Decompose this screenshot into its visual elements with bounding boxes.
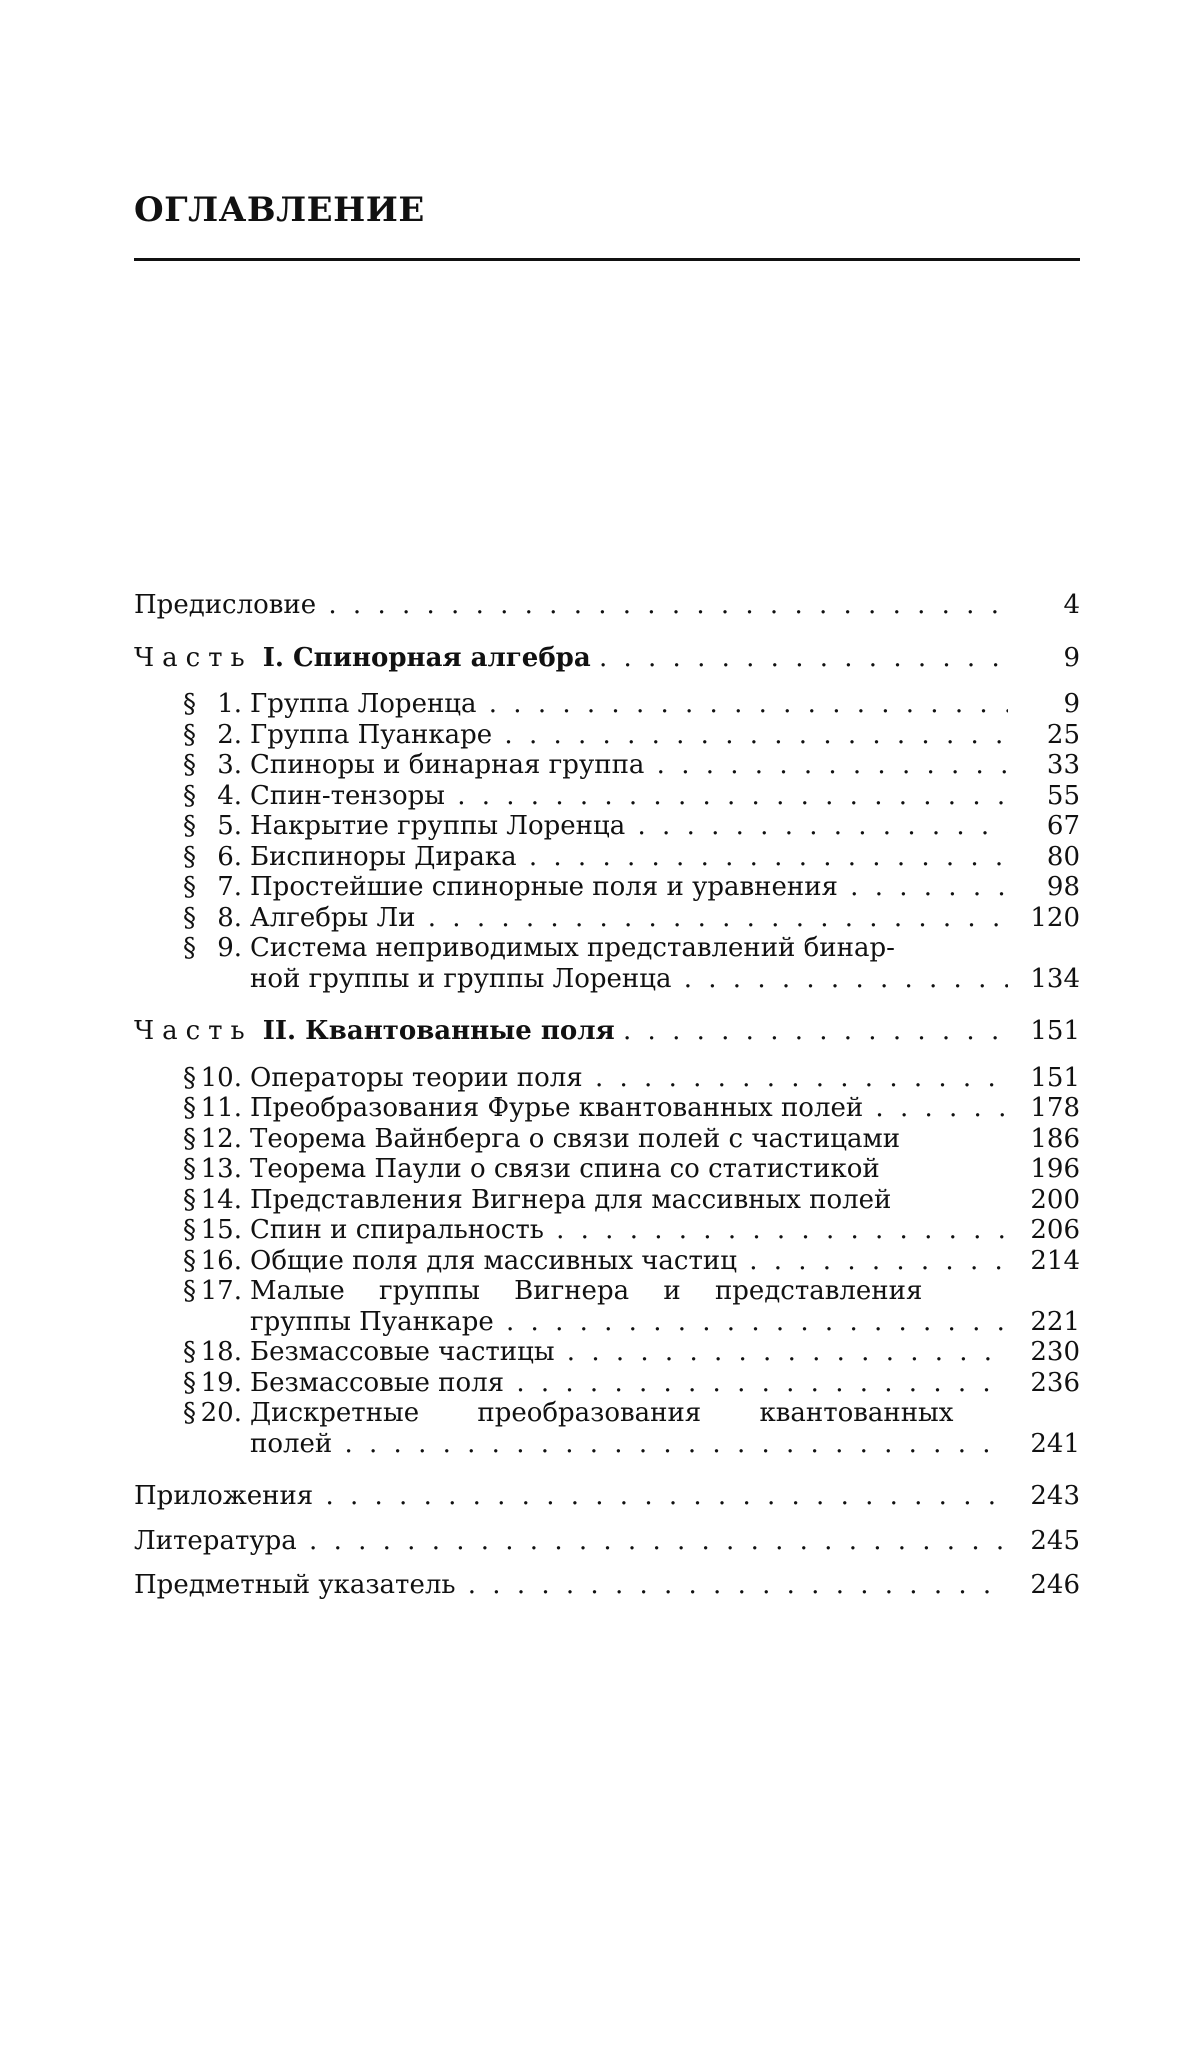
section-page: 206 <box>1030 1215 1080 1245</box>
toc-entry-literature[interactable] <box>134 1526 1080 1557</box>
part-1-title: Спинорная алгебра <box>292 642 591 673</box>
part-1-numeral: I. <box>262 642 284 673</box>
section-title: Теорема Паули о связи спина со статистикой <box>250 1154 880 1184</box>
section-sign: § <box>183 750 196 780</box>
section-title: Спиноры и бинарная группа <box>250 750 645 780</box>
index-title: Предметный указатель <box>134 1570 456 1600</box>
section-sign: § <box>183 719 196 750</box>
section-page: 186 <box>1030 1123 1080 1154</box>
section-sign: § <box>183 872 196 902</box>
section-sign: § <box>183 902 196 933</box>
section-title: Безмассовые поля <box>250 1367 505 1398</box>
section-sign: § <box>183 689 196 719</box>
section-title-line-1: Дискретные преобразования квантованных <box>250 1398 954 1428</box>
section-number: 7. <box>217 872 242 902</box>
section-number: 2. <box>217 719 242 750</box>
toc-section[interactable] <box>134 872 1080 903</box>
section-title: Биспиноры Дирака <box>250 841 517 872</box>
section-sign: § <box>183 1123 196 1154</box>
section-page: 196 <box>1030 1154 1080 1184</box>
toc-section[interactable] <box>134 811 1080 842</box>
section-title: Простейшие спинорные поля и уравнения <box>250 872 838 902</box>
title-rule <box>134 258 1080 261</box>
section-title-line-2: группы Пуанкаре <box>250 1306 494 1337</box>
section-number: 17. <box>200 1276 242 1306</box>
section-number: 13. <box>200 1154 242 1184</box>
toc-section[interactable] <box>134 1276 1080 1337</box>
part-2-page: 151 <box>1030 1016 1080 1046</box>
section-title: Общие поля для массивных частиц <box>250 1245 737 1276</box>
section-sign: § <box>183 1093 196 1123</box>
toc-section[interactable] <box>134 720 1080 751</box>
preface-title: Предисловие . . . <box>134 590 1008 621</box>
toc-entry-preface[interactable] <box>134 590 1080 621</box>
section-sign: § <box>183 841 196 872</box>
section-number: 9. <box>217 933 242 963</box>
toc-section[interactable] <box>134 1154 1080 1185</box>
page-title: ОГЛАВЛЕНИЕ <box>134 190 425 230</box>
toc-section[interactable] <box>134 1185 1080 1216</box>
section-sign: § <box>183 1215 196 1245</box>
appendices-title: Приложения <box>134 1481 314 1511</box>
section-page: 80 <box>1046 841 1080 872</box>
section-number: 10. <box>200 1062 242 1093</box>
section-page: 178 <box>1030 1093 1080 1123</box>
section-page: 33 <box>1046 750 1080 780</box>
toc-entry-appendices[interactable] <box>134 1481 1080 1512</box>
section-page: 25 <box>1046 719 1080 750</box>
section-title: Алгебры Ли <box>250 902 416 933</box>
section-number: 8. <box>217 902 242 933</box>
toc-section[interactable] <box>134 1215 1080 1246</box>
section-title-line-1: Малые группы Вигнера и представления <box>250 1276 923 1306</box>
section-number: 6. <box>217 841 242 872</box>
section-page: 120 <box>1030 902 1080 933</box>
section-sign: § <box>183 1337 196 1367</box>
section-title: Безмассовые частицы <box>250 1337 555 1367</box>
section-sign: § <box>183 780 196 811</box>
section-title: Представления Вигнера для массивных полей <box>250 1184 892 1215</box>
toc-entry-index[interactable] <box>134 1570 1080 1601</box>
toc-section[interactable] <box>134 1063 1080 1094</box>
section-number: 20. <box>200 1398 242 1428</box>
section-number: 15. <box>200 1215 242 1245</box>
index-page: 246 <box>1030 1570 1080 1600</box>
toc-part-2[interactable] <box>134 1016 1080 1047</box>
section-page: 55 <box>1046 780 1080 811</box>
section-sign: § <box>183 1276 196 1306</box>
appendices-page: 243 <box>1030 1481 1080 1511</box>
section-sign: § <box>183 1245 196 1276</box>
section-number: 11. <box>200 1093 242 1123</box>
toc-section[interactable] <box>134 933 1080 994</box>
section-page: 221 <box>1030 1306 1080 1337</box>
section-title: Накрытие группы Лоренца <box>250 811 626 841</box>
section-title: Теорема Вайнберга о связи полей с частицами <box>250 1123 901 1154</box>
section-page: 134 <box>1030 963 1080 994</box>
section-page: 200 <box>1030 1184 1080 1215</box>
toc-part-1[interactable] <box>134 643 1080 674</box>
toc-section[interactable] <box>134 750 1080 781</box>
section-page: 67 <box>1046 811 1080 841</box>
section-page: 9 <box>1063 689 1080 719</box>
toc-section[interactable] <box>134 903 1080 934</box>
toc-section[interactable] <box>134 781 1080 812</box>
literature-title: Литература <box>134 1525 297 1556</box>
section-sign: § <box>183 1062 196 1093</box>
literature-page: 245 <box>1030 1525 1080 1556</box>
toc-section[interactable] <box>134 1398 1080 1459</box>
section-title: Группа Пуанкаре <box>250 719 493 750</box>
section-title-line-2: ной группы и группы Лоренца <box>250 963 672 994</box>
toc-section[interactable] <box>134 1246 1080 1277</box>
part-2-numeral: II. <box>262 1016 297 1046</box>
toc-section[interactable] <box>134 1093 1080 1124</box>
part-2-title: Квантованные поля <box>305 1016 615 1046</box>
section-sign: § <box>183 1398 196 1428</box>
section-page: 151 <box>1030 1062 1080 1093</box>
section-number: 3. <box>217 750 242 780</box>
section-page: 236 <box>1030 1367 1080 1398</box>
section-title: Спин и спиральность <box>250 1215 544 1245</box>
section-sign: § <box>183 1367 196 1398</box>
section-page: 230 <box>1030 1337 1080 1367</box>
toc-section[interactable] <box>134 1337 1080 1368</box>
section-number: 1. <box>217 689 242 719</box>
section-sign: § <box>183 933 196 963</box>
section-title: Преобразования Фурье квантованных полей <box>250 1093 864 1123</box>
section-page: 214 <box>1030 1245 1080 1276</box>
section-page: 98 <box>1046 872 1080 902</box>
section-title-line-1: Система неприводимых представлений бинар- <box>250 933 895 963</box>
section-sign: § <box>183 811 196 841</box>
section-title: Спин-тензоры <box>250 780 445 811</box>
toc-section[interactable] <box>134 842 1080 873</box>
toc-section[interactable] <box>134 1368 1080 1399</box>
section-title-line-2: полей <box>250 1428 333 1459</box>
section-number: 16. <box>200 1245 242 1276</box>
section-title: Операторы теории поля <box>250 1062 583 1093</box>
table-of-contents <box>134 590 1080 1601</box>
section-number: 12. <box>200 1123 242 1154</box>
toc-section[interactable] <box>134 1124 1080 1155</box>
section-page: 241 <box>1030 1428 1080 1459</box>
section-number: 18. <box>200 1337 242 1367</box>
section-number: 5. <box>217 811 242 841</box>
section-sign: § <box>183 1184 196 1215</box>
section-number: 19. <box>200 1367 242 1398</box>
part-1-prefix: Часть <box>134 642 253 673</box>
part-2-prefix: Часть <box>134 1016 253 1046</box>
toc-section[interactable] <box>134 689 1080 720</box>
preface-page: 4 <box>1063 590 1080 620</box>
section-number: 4. <box>217 780 242 811</box>
section-number: 14. <box>200 1184 242 1215</box>
part-1-page: 9 <box>1063 642 1080 673</box>
section-title: Группа Лоренца <box>250 689 477 719</box>
section-sign: § <box>183 1154 196 1184</box>
